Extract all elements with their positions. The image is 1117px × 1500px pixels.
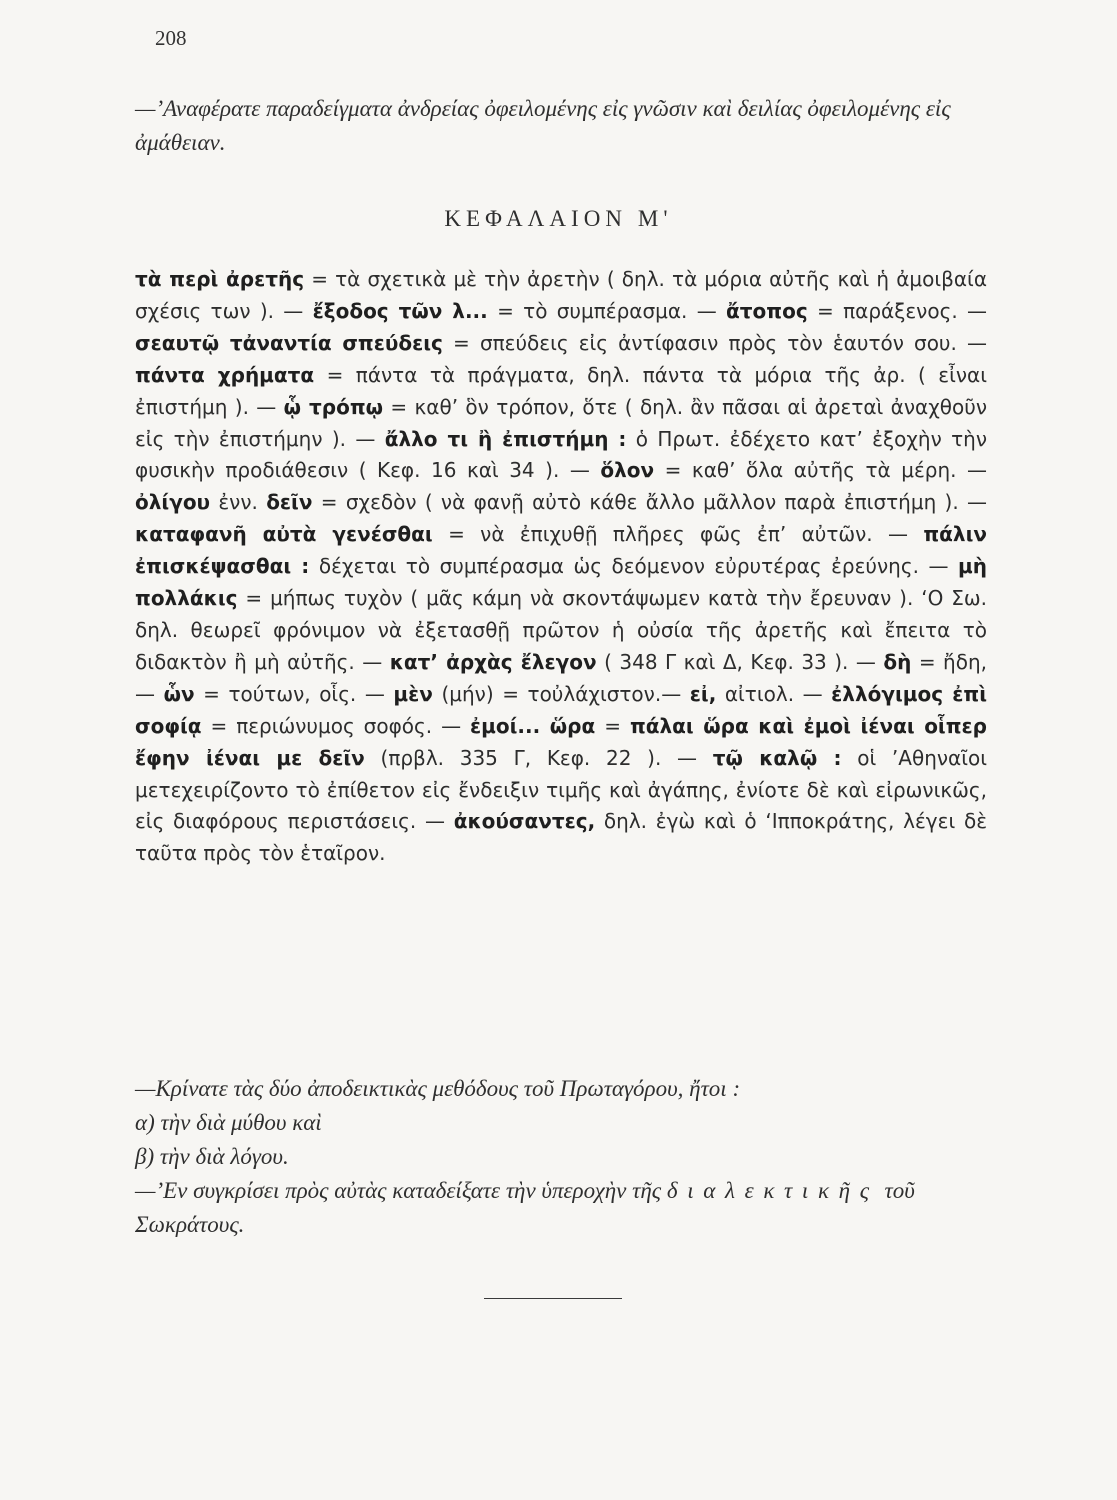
question-line-2: α) τὴν διὰ μύθου καὶ [135, 1110, 322, 1135]
gloss-text: ( 348 Γ καὶ Δ, Κεφ. 33 ). — [596, 649, 884, 674]
commentary-paragraph [135, 264, 987, 870]
lemma-keyword: ᾧ τρόπῳ [283, 394, 384, 419]
lemma-keyword: εἰ, [689, 681, 717, 706]
gloss-text: = καθ’ ὅλα αὐτῆς τὰ μέρη. — [654, 458, 987, 483]
gloss-text: ἐνν. [210, 490, 267, 515]
lemma-keyword: τὰ περὶ ἀρετῆς [135, 267, 305, 291]
lemma-keyword: ὧν [163, 681, 195, 706]
gloss-text: = τὰ σχετικὰ μὲ τὴν ἀρετὴν ( δηλ. τὰ μόρια αὐτῆς καὶ ἡ ἀμοιβαία σχέσις των ). — [135, 267, 988, 323]
gloss-text: = παράξενος. — [807, 298, 988, 323]
lemma-keyword: πάντα χρήματα [135, 362, 315, 387]
spaced-emphasis-word: διαλεκτικῆς [666, 1178, 879, 1203]
lemma-keyword: ἄτοπος [726, 298, 808, 323]
review-question-top: —’Αναφέρατε παραδείγματα ἀνδρείας ὀφειλομένης εἰς γνῶσιν καὶ δειλίας ὀφειλομένης εἰς ἀμάθειαν. [135, 96, 951, 155]
gloss-text: = τούτων, οἷς. — [194, 681, 394, 706]
gloss-text: οἱ ’Αθηναῖοι μετεχειρίζοντο τὸ ἐπίθετον εἰς ἔνδειξιν τιμῆς καὶ ἀγάπης, ἐνίοτε δὲ καὶ εἰρωνικῶς, εἰς διαφόρους περιστάσεις. — [135, 745, 988, 834]
lemma-keyword: ἄλλο τι ἢ ἐπιστήμη : [384, 426, 627, 451]
question-line-3: β) τὴν διὰ λόγου. [135, 1144, 289, 1169]
question-line-4-end: τοῦ Σωκράτους. [135, 1178, 915, 1237]
lemma-keyword: ἐμοί... ὥρα [470, 713, 596, 738]
gloss-text: = τὸ συμπέρασμα. — [487, 298, 727, 323]
lemma-keyword: δὴ [883, 649, 912, 674]
gloss-text: = πάντα τὰ πράγματα, δηλ. πάντα τὰ μόρια τῆς ἀρ. ( εἶναι ἐπιστήμη ). — [135, 362, 987, 419]
lemma-keyword: ὅλον [600, 458, 655, 483]
gloss-text: ὁ Πρωτ. ἐδέχετο κατ’ ἐξοχὴν τὴν φυσικὴν προδιάθεσιν ( Κεφ. 16 καὶ 34 ). — [135, 426, 988, 483]
end-rule-divider [484, 1298, 622, 1299]
lemma-keyword: ὀλίγου [135, 490, 211, 515]
question-line-1: —Κρίνατε τὰς δύο ἀποδεικτικὰς μεθόδους τοῦ Πρωταγόρου, ἤτοι : [135, 1076, 741, 1101]
lemma-keyword: τῷ καλῷ : [712, 745, 842, 770]
lemma-keyword: καταφανῆ αὐτὰ γενέσθαι [135, 522, 433, 547]
chapter-heading: ΚΕΦΑΛΑΙΟΝ Μ' [444, 206, 673, 231]
gloss-text: = περιώνυμος σοφός. — [201, 713, 471, 738]
gloss-text: (μήν) = τοὐλάχιστον.— [432, 681, 690, 706]
lemma-keyword: ἀκούσαντες, [453, 809, 596, 834]
gloss-text: δηλ. ἐγὼ καὶ ὁ ‘Ιπποκράτης, λέγει δὲ ταῦτα πρὸς τὸν ἑταῖρον. [135, 809, 987, 866]
gloss-text: = νὰ ἐπιχυθῇ πλῆρες φῶς ἐπ’ αὐτῶν. — [432, 522, 924, 547]
lemma-keyword: δεῖν [266, 490, 313, 515]
question-line-4 [135, 1174, 985, 1242]
gloss-text: = μήπως τυχὸν ( μᾶς κάμη νὰ σκοντάψωμεν κατὰ τὴν ἔρευναν ). ‘Ο Σω. δηλ. θεωρεῖ φρόνιμον νὰ ἐξετασθῇ πρῶτον ἡ οὐσία τῆς ἀρετῆς καὶ ἔπειτα τὸ διδακτὸν ἢ μὴ αὐτῆς. — [135, 586, 987, 674]
lemma-keyword: μὲν [393, 681, 433, 706]
lemma-keyword: πάλαι ὥρα καὶ ἐμοὶ ἰέναι οἷπερ ἔφην ἰέναι με δεῖν [135, 713, 987, 770]
question-line-4-start: —’Εν συγκρίσει πρὸς αὐτὰς καταδείξατε τὴν ὑπεροχὴν τῆς [135, 1178, 667, 1203]
lemma-keyword: πάλιν ἐπισκέψασθαι : [135, 522, 987, 579]
page-number: 208 [155, 26, 187, 50]
gloss-text: (πρβλ. 335 Γ, Κεφ. 22 ). — [364, 745, 713, 770]
gloss-text: αἰτιολ. — [716, 681, 832, 706]
review-questions-bottom [135, 1072, 985, 1242]
lemma-keyword: ἔξοδος τῶν λ... [312, 298, 488, 323]
gloss-text: = καθ’ ὃν τρόπον, ὅτε ( δηλ. ἂν πᾶσαι αἱ ἀρεταὶ ἀναχθοῦν εἰς τὴν ἐπιστήμην ). — [135, 394, 987, 451]
lemma-keyword: κατ’ ἀρχὰς ἔλεγον [389, 649, 597, 674]
lemma-keyword: μὴ πολλάκις [135, 554, 988, 611]
gloss-text: δέχεται τὸ συμπέρασμα ὡς δεόμενον εὐρυτέρας ἐρεύνης. — [309, 554, 959, 579]
gloss-text: = σχεδὸν ( νὰ φανῇ αὐτὸ κάθε ἄλλο μᾶλλον παρὰ ἐπιστήμη ). — [312, 490, 988, 515]
gloss-text: = [595, 713, 630, 738]
gloss-text: = σπεύδεις εἰς ἀντίφασιν πρὸς τὸν ἑαυτόν σου. — [442, 330, 987, 355]
lemma-keyword: σεαυτῷ τἀναντία σπεύδεις [135, 330, 443, 355]
gloss-text: = ἤδη, — [135, 649, 987, 706]
lemma-keyword: ἐλλόγιμος ἐπὶ σοφίᾳ [135, 681, 987, 738]
